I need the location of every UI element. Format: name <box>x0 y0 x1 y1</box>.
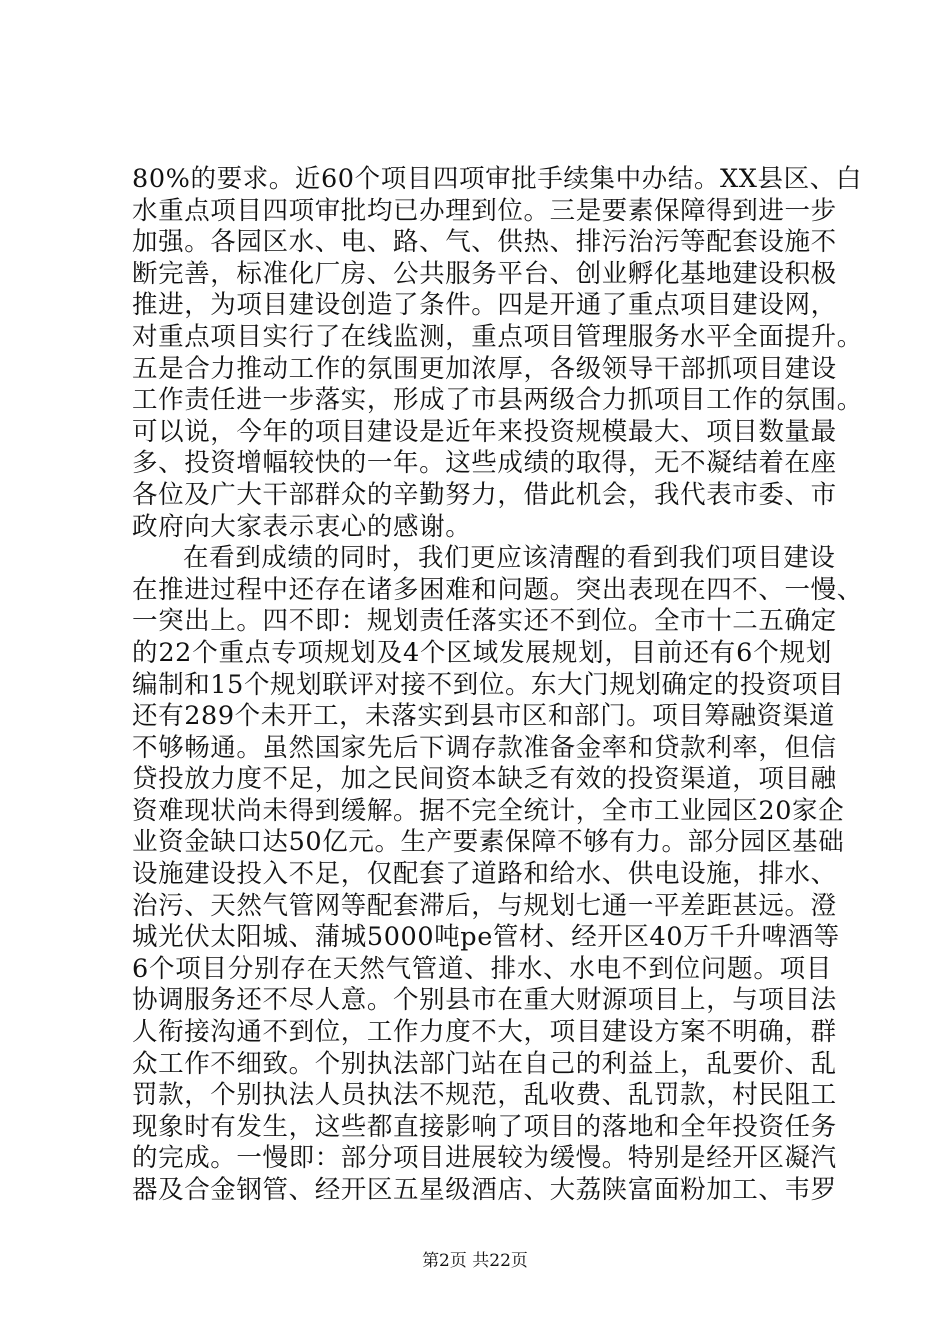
text-line: 现象时有发生，这些都直接影响了项目的落地和全年投资任务 <box>132 1111 837 1142</box>
text-line: 编制和15个规划联评对接不到位。东大门规划确定的投资项目 <box>132 669 845 700</box>
text-line: 断完善，标准化厂房、公共服务平台、创业孵化基地建设积极 <box>132 258 837 289</box>
text-line: 工作责任进一步落实，形成了市县两级合力抓项目工作的氛围。 <box>132 385 863 416</box>
text-line: 设施建设投入不足，仅配套了道路和给水、供电设施，排水、 <box>132 859 837 890</box>
text-line: 多、投资增幅较快的一年。这些成绩的取得，无不凝结着在座 <box>132 448 837 479</box>
text-line: 可以说，今年的项目建设是近年来投资规模最大、项目数量最 <box>132 416 837 447</box>
document-body <box>132 164 863 1207</box>
text-line: 的完成。一慢即：部分项目进展较为缓慢。特别是经开区凝汽 <box>132 1143 837 1174</box>
text-line: 城光伏太阳城、蒲城5000吨pe管材、经开区40万千升啤酒等 <box>132 922 840 953</box>
text-line: 加强。各园区水、电、路、气、供热、排污治污等配套设施不 <box>132 227 837 258</box>
text-line: 80%的要求。近60个项目四项审批手续集中办结。XX县区、白 <box>132 164 862 194</box>
text-line: 器及合金钢管、经开区五星级酒店、大荔陕富面粉加工、韦罗 <box>132 1175 837 1205</box>
text-line: 水重点项目四项审批均已办理到位。三是要素保障得到进一步 <box>132 195 837 226</box>
paragraph-2 <box>132 543 863 1206</box>
text-line: 政府向大家表示衷心的感谢。 <box>132 511 472 542</box>
text-line: 不够畅通。虽然国家先后下调存款准备金率和贷款利率，但信 <box>132 732 837 763</box>
text-line: 的22个重点专项规划及4个区域发展规划，目前还有6个规划 <box>132 637 832 668</box>
text-line: 业资金缺口达50亿元。生产要素保障不够有力。部分园区基础 <box>132 827 845 858</box>
paragraph-1 <box>132 164 863 543</box>
text-line: 还有289个未开工，未落实到县市区和部门。项目筹融资渠道 <box>132 701 835 732</box>
text-line: 众工作不细致。个别执法部门站在自己的利益上，乱要价、乱 <box>132 1048 837 1079</box>
text-line: 人衔接沟通不到位，工作力度不大，项目建设方案不明确，群 <box>132 1017 837 1048</box>
text-line: 6个项目分别存在天然气管道、排水、水电不到位问题。项目 <box>132 953 832 984</box>
text-line: 各位及广大干部群众的辛勤努力，借此机会，我代表市委、市 <box>132 479 837 510</box>
page-footer: 第2页 共22页 <box>422 1251 528 1271</box>
text-line: 协调服务还不尽人意。个别县市在重大财源项目上，与项目法 <box>132 985 837 1016</box>
text-line: 罚款，个别执法人员执法不规范，乱收费、乱罚款，村民阻工 <box>132 1080 837 1111</box>
text-line: 对重点项目实行了在线监测，重点项目管理服务水平全面提升。 <box>132 321 863 352</box>
text-line: 在推进过程中还存在诸多困难和问题。突出表现在四不、一慢、 <box>132 574 863 605</box>
text-line: 治污、天然气管网等配套滞后，与规划七通一平差距甚远。澄 <box>132 890 837 921</box>
text-line: 贷投放力度不足，加之民间资本缺乏有效的投资渠道，项目融 <box>132 764 837 795</box>
text-line: 资难现状尚未得到缓解。据不完全统计，全市工业园区20家企 <box>132 795 845 826</box>
text-line: 推进，为项目建设创造了条件。四是开通了重点项目建设网， <box>132 290 837 321</box>
text-line: 在看到成绩的同时，我们更应该清醒的看到我们项目建设 <box>183 543 836 574</box>
text-line: 五是合力推动工作的氛围更加浓厚，各级领导干部抓项目建设 <box>132 353 837 384</box>
text-line: 一突出上。四不即：规划责任落实还不到位。全市十二五确定 <box>132 606 837 637</box>
